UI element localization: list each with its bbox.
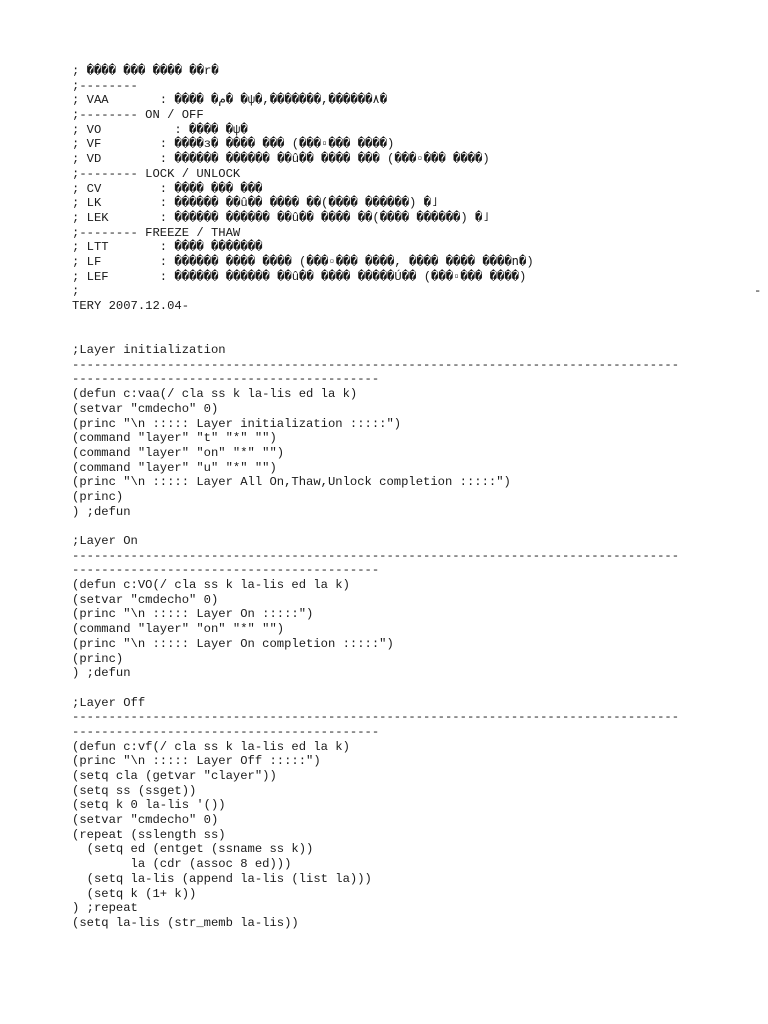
section-heading: ;Layer Off bbox=[72, 695, 146, 710]
code-line: (princ "\n ::::: Layer On :::::") bbox=[72, 607, 314, 622]
header-line: ;-------- bbox=[72, 78, 138, 93]
code-line: ) ;defun bbox=[72, 666, 131, 681]
code-line: (defun c:VO(/ cla ss k la-lis ed la k) bbox=[72, 578, 350, 593]
header-line: ; ���� ��� ���� ��r� bbox=[72, 64, 219, 78]
header-line: ;-------- LOCK / UNLOCK bbox=[72, 166, 241, 181]
code-line: ) ;defun bbox=[72, 504, 131, 519]
header-line: ; VAA : ���� �م� �ψ�,�������,������٨� bbox=[72, 93, 388, 108]
code-line: (princ "\n ::::: Layer On completion :::::") bbox=[72, 636, 394, 651]
section-heading: ;Layer initialization bbox=[72, 343, 226, 358]
section-rule: ----------------------------------------------------------------------------------- bbox=[72, 357, 680, 372]
code-line: (princ "\n ::::: Layer All On,Thaw,Unlock completion :::::") bbox=[72, 475, 511, 490]
section-heading: ;Layer On bbox=[72, 534, 138, 548]
code-line: (setvar "cmdecho" 0) bbox=[72, 401, 219, 416]
section-layer-on bbox=[72, 534, 702, 681]
header-line: ; LTT : ���� ������� bbox=[72, 240, 263, 255]
code-line: ) ;repeat bbox=[72, 901, 138, 916]
header-line: ; CV : ���� ��� ��� bbox=[72, 181, 263, 196]
header-line: ; VD : ������ ������ ��û�� ���� ��� (���▫��� ����) bbox=[72, 152, 490, 167]
code-line: (setq ed (entget (ssname ss k)) bbox=[72, 842, 314, 857]
code-line: (princ) bbox=[72, 489, 124, 504]
header-comment-block bbox=[72, 64, 762, 314]
header-line: ; LK : ������ ��û�� ���� ��(���� ������) �˩ bbox=[72, 196, 439, 211]
code-line: la (cdr (assoc 8 ed))) bbox=[72, 857, 292, 872]
header-end-dash: - bbox=[754, 284, 762, 299]
code-line: (command "layer" "on" "*" "") bbox=[72, 445, 285, 460]
code-line: (princ "\n ::::: Layer initialization :::::") bbox=[72, 416, 402, 431]
section-rule: ------------------------------------------ bbox=[72, 372, 380, 387]
header-line: ; LEK : ������ ������ ��û�� ���� ��(���� ������) �˩ bbox=[72, 210, 490, 225]
header-line: ;-------- ON / OFF bbox=[72, 108, 204, 123]
code-line: (defun c:vf(/ cla ss k la-lis ed la k) bbox=[72, 739, 350, 754]
code-line: (command "layer" "t" "*" "") bbox=[72, 431, 277, 446]
code-line: (setq cla (getvar "clayer")) bbox=[72, 769, 277, 783]
code-line: (setq ss (ssget)) bbox=[72, 783, 197, 798]
code-line: (command "layer" "on" "*" "") bbox=[72, 622, 285, 637]
code-line: (command "layer" "u" "*" "") bbox=[72, 460, 277, 475]
section-rule: ----------------------------------------------------------------------------------- bbox=[72, 710, 680, 725]
code-line: (setq k 0 la-lis '()) bbox=[72, 798, 226, 813]
author-signature: TERY 2007.12.04- bbox=[72, 299, 190, 313]
code-line: (setvar "cmdecho" 0) bbox=[72, 592, 219, 607]
header-line: ; VF : ����з� ���� ��� (���▫��� ����) bbox=[72, 137, 395, 152]
header-end-line bbox=[72, 284, 762, 299]
code-line: (setq la-lis (str_memb la-lis)) bbox=[72, 915, 299, 930]
section-rule: ------------------------------------------ bbox=[72, 724, 380, 739]
header-line: ;-------- FREEZE / THAW bbox=[72, 225, 241, 240]
code-line: (setvar "cmdecho" 0) bbox=[72, 813, 219, 828]
header-line: ; VO : ���� �ψ� bbox=[72, 122, 248, 137]
section-rule: ------------------------------------------ bbox=[72, 563, 380, 578]
code-line: (princ "\n ::::: Layer Off :::::") bbox=[72, 754, 321, 769]
code-line: (princ) bbox=[72, 651, 124, 666]
header-line: ; LEF : ������ ������ ��û�� ���� �����Ú�� (���▫��� ����) bbox=[72, 269, 527, 284]
document-page bbox=[72, 64, 762, 931]
code-line: (setq k (1+ k)) bbox=[72, 886, 197, 901]
header-line: ; LF : ������ ���� ���� (���▫��� ����, ���� ���� ����ո�) bbox=[72, 254, 534, 269]
section-layer-off bbox=[72, 696, 702, 931]
section-rule: ----------------------------------------------------------------------------------- bbox=[72, 548, 680, 563]
section-layer-initialization bbox=[72, 343, 702, 519]
code-line: (defun c:vaa(/ cla ss k la-lis ed la k) bbox=[72, 387, 358, 402]
code-line: (repeat (sslength ss) bbox=[72, 827, 226, 842]
code-line: (setq la-lis (append la-lis (list la))) bbox=[72, 871, 372, 886]
header-end-semicolon: ; bbox=[72, 284, 80, 299]
